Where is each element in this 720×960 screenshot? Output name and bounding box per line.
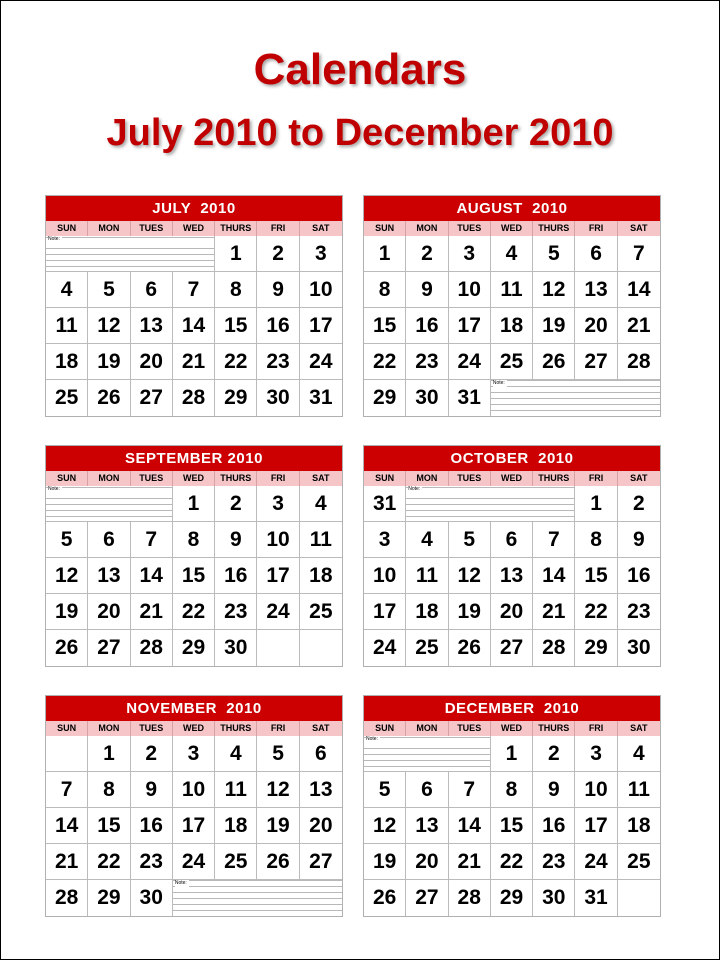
day-cell: 24	[257, 594, 299, 630]
day-cell: 31	[364, 486, 406, 522]
day-cell: 21	[449, 844, 491, 880]
day-cell: 16	[257, 308, 299, 344]
day-cell: 1	[364, 236, 406, 272]
day-cell: 3	[575, 736, 617, 772]
day-cell: 15	[215, 308, 257, 344]
day-cell: 12	[449, 558, 491, 594]
day-cell: 4	[491, 236, 533, 272]
day-cell: 16	[215, 558, 257, 594]
day-cell: 18	[46, 344, 88, 380]
weekday-row	[46, 721, 342, 736]
day-cell: 16	[406, 308, 448, 344]
day-cell: 22	[575, 594, 617, 630]
day-cell: 8	[215, 272, 257, 308]
weekday-label: MON	[406, 471, 448, 486]
page-title: Calendars	[253, 45, 467, 94]
weekday-label: FRI	[257, 721, 299, 736]
day-cell: 1	[491, 736, 533, 772]
day-cell: 23	[131, 844, 173, 880]
day-cell: 26	[533, 344, 575, 380]
day-cell: 19	[257, 808, 299, 844]
month-header: DECEMBER 2010	[364, 696, 660, 721]
day-cell: 24	[575, 844, 617, 880]
note-area[interactable]	[46, 486, 173, 522]
day-cell: 18	[618, 808, 660, 844]
day-cell: 25	[215, 844, 257, 880]
day-cell: 12	[88, 308, 130, 344]
day-cell: 22	[491, 844, 533, 880]
day-cell: 5	[449, 522, 491, 558]
weekday-label: SAT	[630, 473, 648, 483]
weekday-label: WED	[173, 721, 215, 736]
day-cell: 31	[309, 386, 333, 409]
day-cell: 6	[88, 522, 130, 558]
day-cell: 26	[449, 630, 491, 666]
month-calendar	[363, 695, 661, 917]
weekday-label: MON	[406, 221, 448, 236]
day-grid	[46, 486, 342, 666]
day-cell: 22	[88, 844, 130, 880]
day-cell: 1	[173, 486, 215, 522]
day-cell: 10	[364, 558, 406, 594]
day-cell: 28	[46, 880, 88, 916]
month-header: AUGUST 2010	[364, 196, 660, 221]
note-label: Note:	[174, 880, 187, 886]
day-cell: 14	[449, 808, 491, 844]
day-cell: 1	[88, 736, 130, 772]
weekday-label: FRI	[257, 221, 299, 236]
weekday-label: SAT	[630, 223, 648, 233]
day-cell: 9	[533, 772, 575, 808]
note-label: Note:	[48, 486, 60, 492]
day-cell: 13	[491, 558, 533, 594]
day-cell: 21	[131, 594, 173, 630]
day-cell: 7	[618, 236, 660, 272]
page-subtitle: July 2010 to December 2010	[106, 112, 614, 154]
day-cell: 18	[491, 308, 533, 344]
weekday-label: THURS	[215, 721, 257, 736]
month-calendar	[45, 195, 343, 417]
day-cell: 17	[300, 308, 342, 344]
day-cell: 21	[618, 308, 660, 344]
day-cell: 2	[215, 486, 257, 522]
day-cell: 21	[46, 844, 88, 880]
weekday-label: TUES	[131, 721, 173, 736]
day-cell: 30	[215, 630, 257, 666]
day-cell: 5	[257, 736, 299, 772]
day-cell: 8	[88, 772, 130, 808]
day-cell: 5	[533, 236, 575, 272]
day-cell: 22	[173, 594, 215, 630]
day-cell: 20	[131, 344, 173, 380]
day-cell: 27	[491, 630, 533, 666]
weekday-label: WED	[173, 221, 215, 236]
weekday-label: MON	[406, 721, 448, 736]
day-cell: 25	[491, 344, 533, 380]
note-label: Note:	[366, 736, 378, 742]
note-area[interactable]	[406, 486, 575, 522]
day-cell	[46, 736, 88, 772]
day-cell: 23	[406, 344, 448, 380]
day-cell: 2	[618, 486, 660, 522]
month-header: OCTOBER 2010	[364, 446, 660, 471]
weekday-label: SUN	[364, 471, 406, 486]
month-calendar	[45, 445, 343, 667]
day-cell: 21	[173, 344, 215, 380]
weekday-row	[364, 471, 660, 486]
day-cell: 27	[406, 880, 448, 916]
day-cell: 11	[406, 558, 448, 594]
day-cell: 7	[449, 772, 491, 808]
day-cell: 2	[257, 236, 299, 272]
day-cell: 19	[449, 594, 491, 630]
day-cell: 14	[131, 558, 173, 594]
day-cell: 8	[575, 522, 617, 558]
day-cell: 6	[300, 736, 342, 772]
day-cell: 9	[618, 522, 660, 558]
day-cell: 10	[575, 772, 617, 808]
day-cell: 1	[575, 486, 617, 522]
day-cell: 26	[46, 630, 88, 666]
day-cell: 17	[364, 594, 406, 630]
day-grid	[46, 236, 342, 416]
weekday-label: WED	[491, 721, 533, 736]
day-cell: 4	[618, 736, 660, 772]
note-area[interactable]	[364, 736, 491, 772]
weekday-label: MON	[88, 721, 130, 736]
day-cell: 26	[88, 380, 130, 416]
day-cell: 29	[88, 880, 130, 916]
day-cell	[257, 630, 299, 666]
day-cell: 3	[449, 236, 491, 272]
day-cell: 24	[173, 844, 215, 880]
day-cell	[300, 630, 342, 666]
weekday-row	[364, 721, 660, 736]
day-cell: 15	[575, 558, 617, 594]
day-cell: 11	[215, 772, 257, 808]
day-cell: 13	[300, 772, 342, 808]
weekday-label: MON	[88, 221, 130, 236]
day-cell: 10	[449, 272, 491, 308]
day-cell: 6	[575, 236, 617, 272]
day-cell: 19	[364, 844, 406, 880]
day-cell: 18	[215, 808, 257, 844]
note-area[interactable]	[173, 880, 342, 916]
weekday-label: FRI	[575, 721, 617, 736]
day-cell: 16	[533, 808, 575, 844]
day-cell: 3	[300, 236, 342, 272]
day-cell: 5	[364, 772, 406, 808]
day-cell: 27	[575, 344, 617, 380]
day-cell: 15	[173, 558, 215, 594]
day-cell: 14	[618, 272, 660, 308]
day-cell: 7	[533, 522, 575, 558]
weekday-label: SUN	[364, 721, 406, 736]
day-cell: 11	[618, 772, 660, 808]
day-cell: 4	[215, 736, 257, 772]
weekday-row	[46, 471, 342, 486]
day-cell: 30	[257, 380, 299, 416]
day-cell: 9	[406, 272, 448, 308]
day-cell: 31	[449, 380, 491, 416]
day-cell: 27	[88, 630, 130, 666]
note-label: Note:	[492, 380, 505, 386]
weekday-label: SUN	[46, 721, 88, 736]
day-cell: 13	[131, 308, 173, 344]
day-cell: 27	[300, 844, 342, 880]
day-cell: 25	[46, 380, 88, 416]
day-cell: 28	[533, 630, 575, 666]
day-cell: 2	[533, 736, 575, 772]
day-cell: 19	[46, 594, 88, 630]
day-cell: 8	[491, 772, 533, 808]
weekday-label: TUES	[131, 471, 173, 486]
day-cell: 14	[173, 308, 215, 344]
weekday-label: SAT	[312, 223, 330, 233]
day-cell: 2	[406, 236, 448, 272]
day-cell: 20	[491, 594, 533, 630]
day-cell: 7	[46, 772, 88, 808]
day-cell: 4	[300, 486, 342, 522]
day-cell: 29	[215, 380, 257, 416]
day-grid	[46, 736, 342, 916]
day-cell: 6	[131, 272, 173, 308]
weekday-label: TUES	[449, 721, 491, 736]
day-cell: 3	[173, 736, 215, 772]
day-cell: 3	[257, 486, 299, 522]
weekday-label: THURS	[533, 721, 575, 736]
weekday-label: THURS	[533, 221, 575, 236]
day-cell: 6	[406, 772, 448, 808]
day-cell: 12	[46, 558, 88, 594]
day-cell: 29	[173, 630, 215, 666]
month-calendar	[363, 445, 661, 667]
weekday-label: FRI	[257, 471, 299, 486]
weekday-label: SAT	[630, 723, 648, 733]
weekday-label: TUES	[131, 221, 173, 236]
day-cell: 4	[46, 272, 88, 308]
day-cell: 21	[533, 594, 575, 630]
note-label: Note:	[48, 236, 60, 242]
day-cell: 23	[618, 594, 660, 630]
day-cell: 22	[215, 344, 257, 380]
weekday-label: SAT	[312, 723, 330, 733]
day-cell: 10	[173, 772, 215, 808]
day-cell: 30	[131, 880, 173, 916]
weekday-label: FRI	[575, 221, 617, 236]
note-label: Note:	[408, 486, 421, 492]
weekday-label: WED	[491, 221, 533, 236]
weekday-label: SUN	[46, 221, 88, 236]
day-cell: 26	[364, 880, 406, 916]
day-cell: 30	[533, 880, 575, 916]
day-cell: 23	[215, 594, 257, 630]
day-cell: 26	[257, 844, 299, 880]
weekday-label: MON	[88, 471, 130, 486]
day-cell: 16	[618, 558, 660, 594]
weekday-label: THURS	[215, 471, 257, 486]
day-cell: 28	[131, 630, 173, 666]
day-grid	[364, 486, 660, 666]
day-cell: 13	[575, 272, 617, 308]
day-cell: 16	[131, 808, 173, 844]
day-cell: 15	[364, 308, 406, 344]
day-cell: 3	[364, 522, 406, 558]
day-cell: 20	[575, 308, 617, 344]
day-cell: 12	[364, 808, 406, 844]
weekday-label: SUN	[364, 221, 406, 236]
day-cell: 20	[406, 844, 448, 880]
day-cell: 6	[491, 522, 533, 558]
day-cell: 29	[491, 880, 533, 916]
day-cell: 8	[364, 272, 406, 308]
day-cell: 18	[406, 594, 448, 630]
month-calendar	[363, 195, 661, 417]
day-cell: 10	[300, 272, 342, 308]
day-cell: 24	[364, 630, 406, 666]
day-cell: 15	[88, 808, 130, 844]
day-cell: 11	[46, 308, 88, 344]
day-cell: 15	[491, 808, 533, 844]
day-cell: 17	[575, 808, 617, 844]
day-cell: 9	[257, 272, 299, 308]
day-cell: 23	[257, 344, 299, 380]
weekday-label: WED	[491, 471, 533, 486]
day-grid	[364, 236, 660, 416]
month-calendar	[45, 695, 343, 917]
day-cell: 12	[257, 772, 299, 808]
weekday-label: THURS	[215, 221, 257, 236]
day-cell: 25	[406, 630, 448, 666]
day-cell: 5	[46, 522, 88, 558]
month-header: JULY 2010	[46, 196, 342, 221]
day-cell: 25	[300, 594, 342, 630]
day-cell: 7	[173, 272, 215, 308]
day-cell: 30	[406, 380, 448, 416]
day-cell: 24	[300, 344, 342, 380]
weekday-label: THURS	[533, 471, 575, 486]
day-cell: 11	[300, 522, 342, 558]
day-cell: 11	[491, 272, 533, 308]
day-cell: 13	[88, 558, 130, 594]
day-cell: 24	[449, 344, 491, 380]
day-cell: 13	[406, 808, 448, 844]
day-cell: 17	[257, 558, 299, 594]
note-area[interactable]	[46, 236, 215, 272]
note-area[interactable]	[491, 380, 660, 416]
day-cell: 20	[300, 808, 342, 844]
weekday-label: FRI	[575, 471, 617, 486]
day-cell: 27	[131, 380, 173, 416]
weekday-label: SAT	[312, 473, 330, 483]
month-header: NOVEMBER 2010	[46, 696, 342, 721]
day-cell: 18	[300, 558, 342, 594]
day-cell: 28	[173, 380, 215, 416]
day-cell: 17	[173, 808, 215, 844]
day-cell: 8	[173, 522, 215, 558]
day-cell: 14	[533, 558, 575, 594]
day-cell: 12	[533, 272, 575, 308]
day-cell: 9	[131, 772, 173, 808]
day-cell: 2	[131, 736, 173, 772]
day-cell: 9	[215, 522, 257, 558]
day-cell: 7	[131, 522, 173, 558]
day-cell: 17	[449, 308, 491, 344]
day-cell: 30	[627, 636, 651, 659]
weekday-row	[364, 221, 660, 236]
weekday-row	[46, 221, 342, 236]
day-cell: 19	[533, 308, 575, 344]
day-cell: 1	[215, 236, 257, 272]
weekday-label: TUES	[449, 471, 491, 486]
day-cell: 23	[533, 844, 575, 880]
day-cell	[618, 880, 660, 916]
day-cell: 28	[449, 880, 491, 916]
day-cell: 14	[46, 808, 88, 844]
day-cell: 28	[618, 344, 660, 380]
day-cell: 10	[257, 522, 299, 558]
day-cell: 19	[88, 344, 130, 380]
day-cell: 4	[406, 522, 448, 558]
month-header: SEPTEMBER 2010	[46, 446, 342, 471]
day-cell: 25	[618, 844, 660, 880]
day-cell: 20	[88, 594, 130, 630]
weekday-label: WED	[173, 471, 215, 486]
weekday-label: SUN	[46, 471, 88, 486]
day-cell: 29	[575, 630, 617, 666]
day-cell: 31	[575, 880, 617, 916]
day-cell: 29	[364, 380, 406, 416]
day-cell: 5	[88, 272, 130, 308]
day-grid	[364, 736, 660, 916]
weekday-label: TUES	[449, 221, 491, 236]
day-cell: 22	[364, 344, 406, 380]
